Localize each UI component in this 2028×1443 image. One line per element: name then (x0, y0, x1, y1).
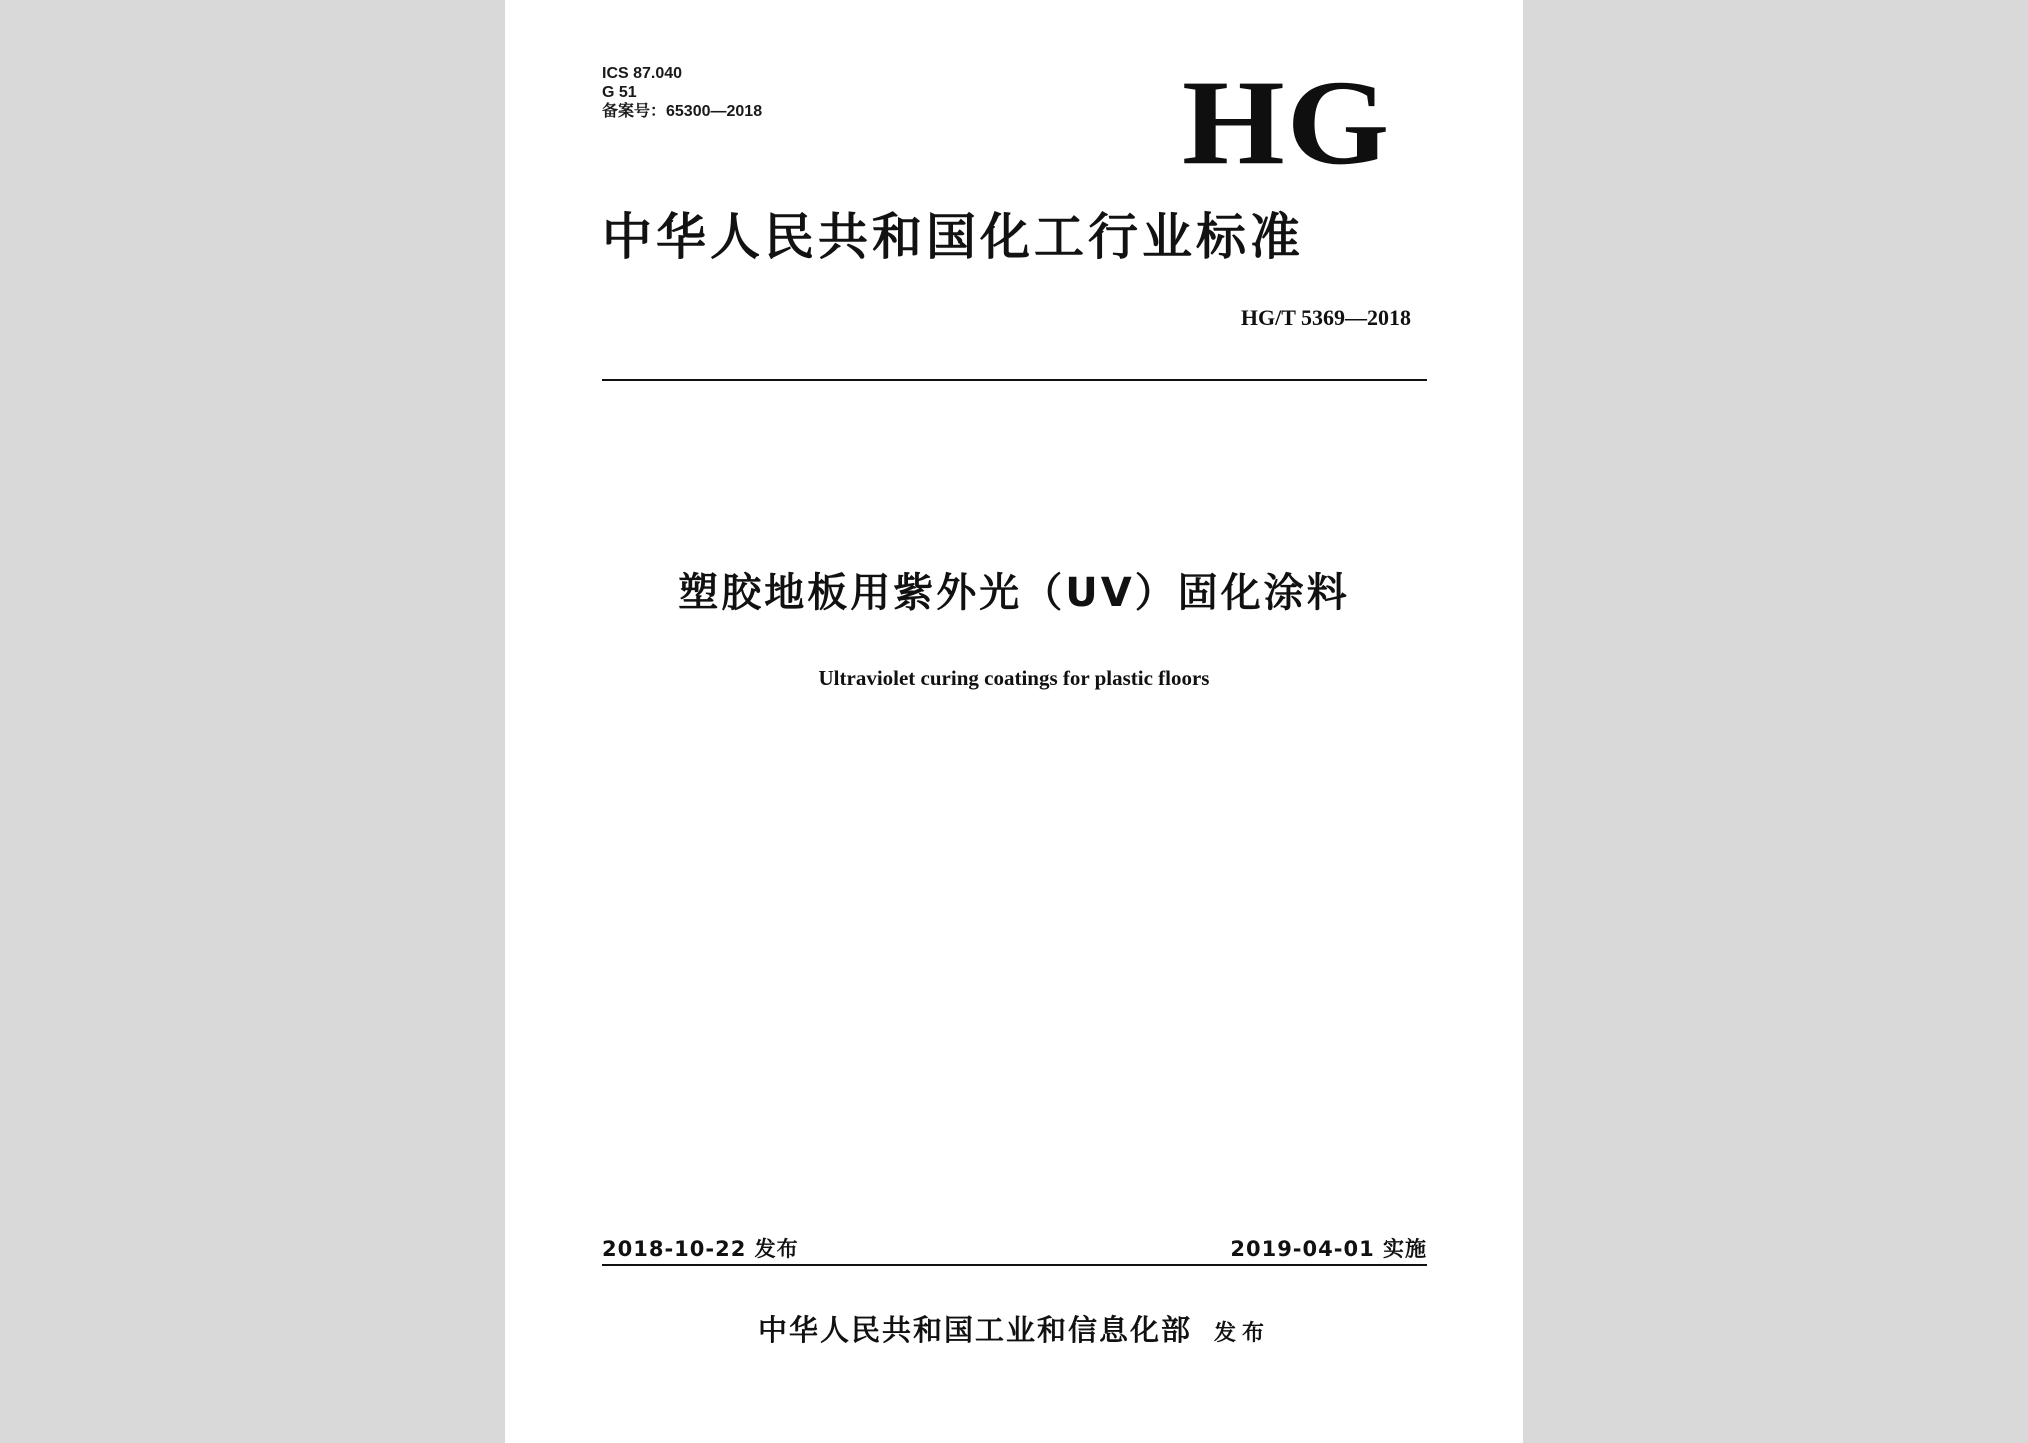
publisher-action: 发布 (1214, 1321, 1271, 1346)
title-english: Ultraviolet curing coatings for plastic floors (818, 666, 1210, 690)
document-page (505, 0, 1523, 1443)
record-number: 备案号：65300—2018 (602, 103, 763, 120)
date-row (602, 1234, 1427, 1264)
standard-category: 中华人民共和国化工行业标准 (602, 208, 1304, 266)
classification-block (602, 64, 762, 121)
top-divider (602, 379, 1427, 381)
effective-date: 2019-04-01 实施 (1230, 1237, 1427, 1261)
hg-logo: HG (1182, 54, 1392, 190)
ccs-code: G 51 (602, 84, 637, 101)
publisher-name: 中华人民共和国工业和信息化部 (757, 1313, 1192, 1347)
publisher-line (505, 1310, 1523, 1354)
title-chinese: 塑胶地板用紫外光（UV）固化涂料 (678, 570, 1350, 616)
issue-date: 2018-10-22 发布 (602, 1237, 799, 1261)
standard-number: HG/T 5369—2018 (1240, 305, 1411, 330)
ics-code: ICS 87.040 (602, 65, 683, 82)
bottom-divider (602, 1264, 1427, 1266)
